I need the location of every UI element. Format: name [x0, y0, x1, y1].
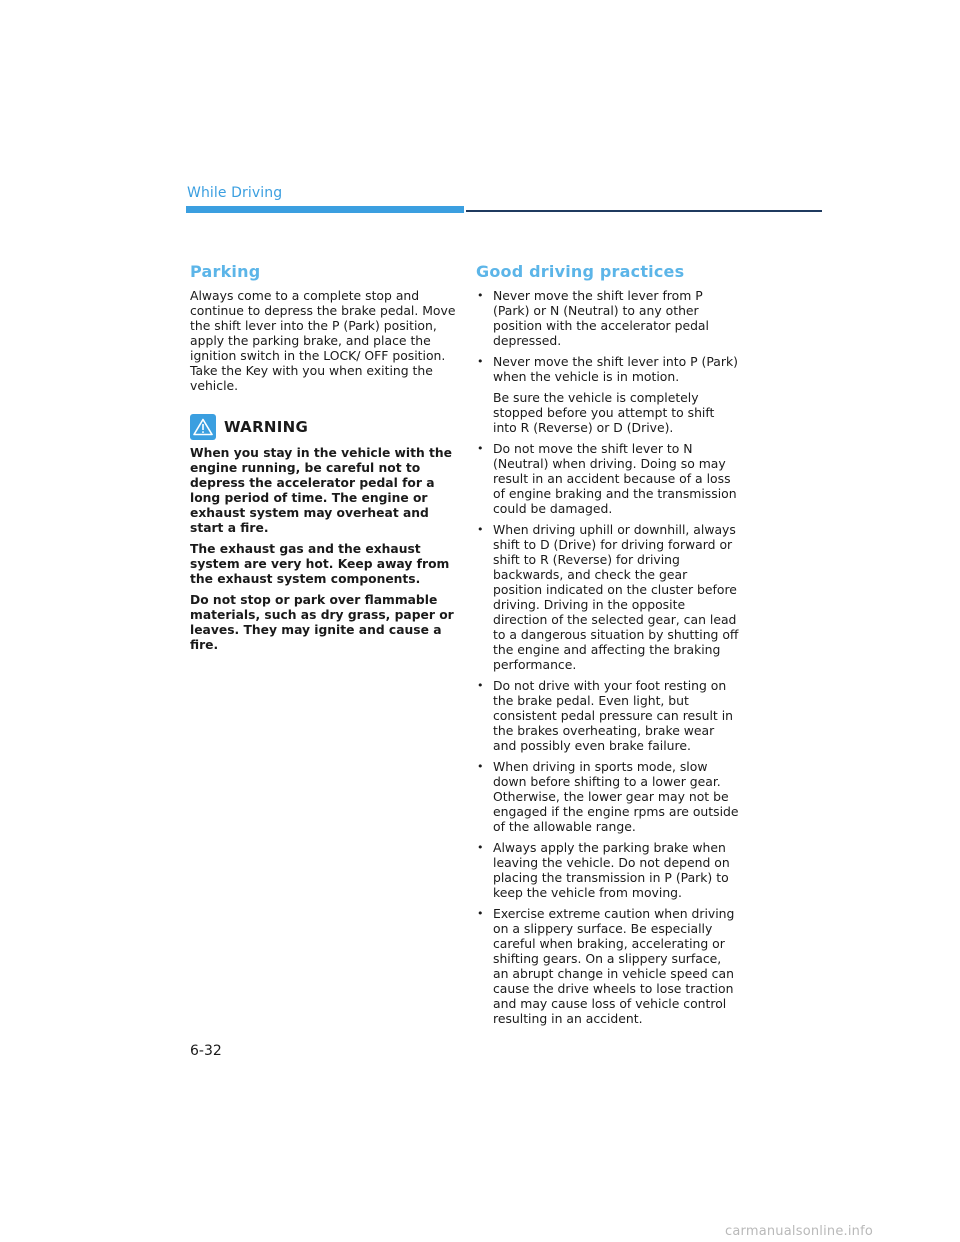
- list-item: [476, 288, 740, 348]
- right-column: [476, 262, 740, 1032]
- list-item-text: Do not drive with your foot resting on the brake pedal. Even light, but consistent pedal pressure can result in the brakes overheating, brake wear and possibly even brake failure.: [493, 678, 734, 753]
- parking-body: Always come to a complete stop and continue to depress the brake pedal. Move the shift lever into the P (Park) position, apply the parking brake, and place the ignition switch in the LOCK/ OFF position. Take the Key with you when exiting the vehicle.: [190, 288, 456, 393]
- list-item-text: Never move the shift lever from P (Park) or N (Neutral) to any other position with the accelerator pedal depressed.: [493, 288, 709, 348]
- header-accent-bar: [186, 206, 464, 213]
- list-item: [476, 522, 740, 672]
- list-item: [476, 840, 740, 900]
- warning-paragraph: Do not stop or park over flammable materials, such as dry grass, paper or leaves. They may ignite and cause a fire.: [190, 593, 454, 652]
- page-number: 6-32: [190, 1043, 222, 1059]
- list-item: [476, 906, 740, 1026]
- list-item: [476, 759, 740, 834]
- section-title: While Driving: [187, 185, 283, 201]
- list-item-text: Always apply the parking brake when leaving the vehicle. Do not depend on placing the transmission in P (Park) to keep the vehicle from moving.: [493, 840, 730, 900]
- good-driving-heading: Good driving practices: [476, 262, 685, 281]
- driving-practices-list: [476, 288, 740, 1026]
- header-rule: [466, 210, 822, 212]
- list-item: [476, 441, 740, 516]
- list-item-text: When driving in sports mode, slow down before shifting to a lower gear. Otherwise, the lower gear may not be engaged if the engine rpms are outside of the allowable range.: [493, 759, 739, 834]
- parking-heading: Parking: [190, 262, 261, 281]
- left-column: [190, 262, 458, 659]
- watermark: carmanualsonline.info: [725, 1224, 874, 1239]
- list-item-note: Be sure the vehicle is completely stopped before you attempt to shift into R (Reverse) or D (Drive).: [493, 390, 715, 435]
- warning-header: [190, 414, 458, 440]
- warning-triangle-icon: [190, 414, 216, 440]
- list-item-text: Never move the shift lever into P (Park) when the vehicle is in motion.: [493, 354, 738, 384]
- list-item: [476, 678, 740, 753]
- warning-paragraph: The exhaust gas and the exhaust system are very hot. Keep away from the exhaust system components.: [190, 542, 450, 586]
- list-item-text: Do not move the shift lever to N (Neutral) when driving. Doing so may result in an accident because of a loss of engine braking and the transmission could be damaged.: [493, 441, 737, 516]
- list-item-text: Exercise extreme caution when driving on a slippery surface. Be especially careful when braking, accelerating or shifting gears. On a slippery surface, an abrupt change in vehicle speed can cause the drive wheels to lose traction and may cause loss of vehicle control resulting in an accident.: [493, 906, 735, 1026]
- list-item-text: When driving uphill or downhill, always shift to D (Drive) for driving forward or shift to R (Reverse) for driving backwards, and check the gear position indicated on the cluster before driving. Driving in the opposite direction of the selected gear, can lead to a dangerous situation by shutting off the engine and affecting the braking performance.: [493, 522, 739, 672]
- warning-paragraph: When you stay in the vehicle with the engine running, be careful not to depress the accelerator pedal for a long period of time. The engine or exhaust system may overheat and start a fire.: [190, 446, 453, 535]
- warning-label: WARNING: [224, 418, 309, 436]
- list-item: [476, 354, 740, 435]
